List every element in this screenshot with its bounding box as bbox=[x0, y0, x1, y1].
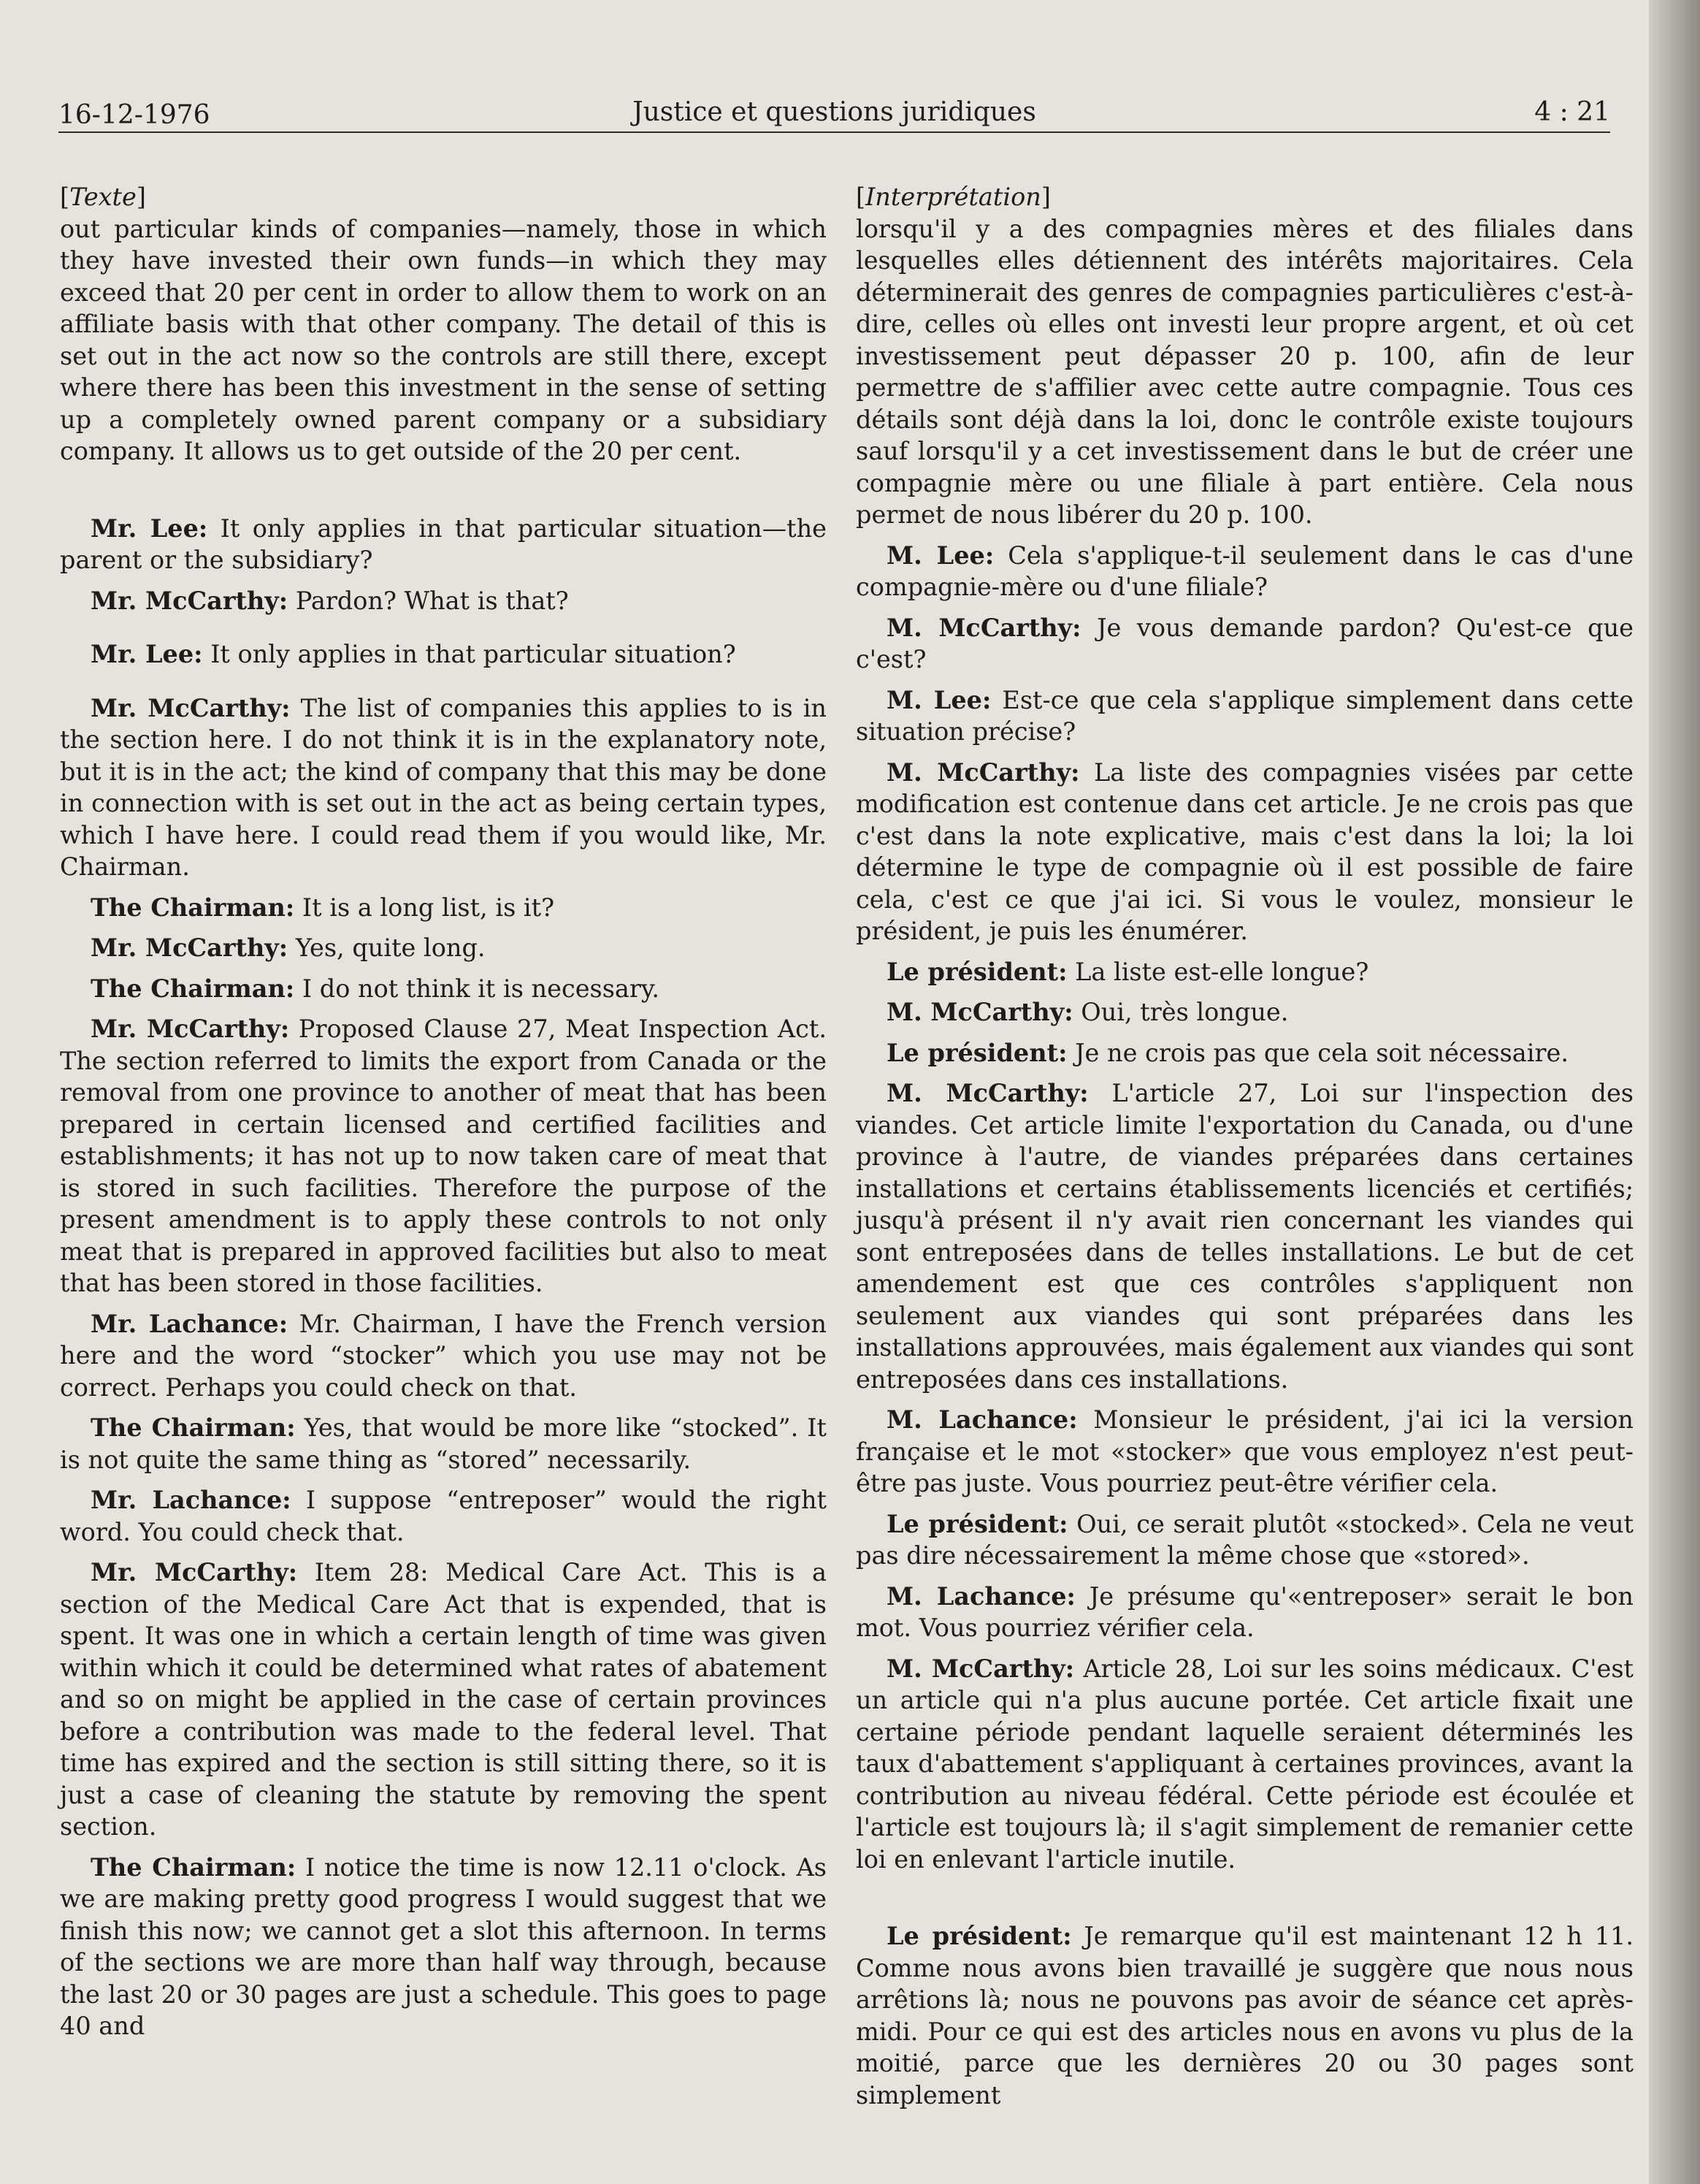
paragraph: out particular kinds of companies—namely, those in which they have invested their own funds—in which they may exceed that 20 per cent in order to allow them to work on an affiliate basis with that other company. The detail of this is set out in the act now so the controls are still there, except where there has been this investment in the sense of setting up a completely owned parent company or a subsidiary company. It allows us to get outside of the 20 per cent. bbox=[60, 214, 827, 465]
paragraph: M. McCarthy: Article 28, Loi sur les soins médicaux. C'est un article qui n'a plus aucune portée. Cet article fixait une certaine période pendant laquelle seraient déterminés les taux d'abattement s'appliquant à certaines provinces, avant la contribution au niveau fédéral. Cette période est écoulée et l'article est toujours là; il s'agit simplement de remanier cette loi en enlevant l'article inutile. bbox=[856, 1654, 1634, 1874]
paragraph: lorsqu'il y a des compagnies mères et des filiales dans lesquelles elles détiennent des intérêts majoritaires. Cela déterminerait des genres de compagnies particulières c'est-à-dire, celles où elles ont investi leur propre argent, et où cet investissement peut dépasser 20 p. 100, afin de leur permettre de s'affilier avec cette autre compagnie. Tous ces détails sont déjà dans la loi, donc le contrôle existe toujours sauf lorsqu'il y a cet investissement dans le but de créer une compagnie mère ou une filiale à part entière. Cela nous permet de nous libérer du 20 p. 100. bbox=[856, 214, 1634, 529]
speaker-name: Mr. Lachance: bbox=[91, 1309, 288, 1338]
paragraph: M. McCarthy: L'article 27, Loi sur l'inspection des viandes. Cet article limite l'exportation du Canada, ou d'une province à l'autre, de viandes préparées dans certaines installations et certains établissements licenciés et certifiés; jusqu'à présent il n'y avait rien concernant les viandes qui sont entreposées dans de telles installations. Le but de cet amendement est que ces contrôles s'appliquent non seulement aux viandes qui sont préparées dans les installations approuvées, mais également aux viandes qui sont entreposées dans ces installations. bbox=[856, 1079, 1634, 1394]
speaker-name: Mr. Lachance: bbox=[91, 1486, 291, 1514]
paragraph: The Chairman: Yes, that would be more like “stocked”. It is not quite the same thing as “stored” necessarily. bbox=[60, 1413, 827, 1474]
speaker-name: Mr. McCarthy: bbox=[91, 1558, 298, 1587]
speaker-name: Le président: bbox=[887, 957, 1068, 986]
paragraph: M. Lee: Cela s'applique-t-il seulement dans le cas d'une compagnie-mère ou d'une filiale? bbox=[856, 541, 1634, 601]
paragraph: Mr. McCarthy: Pardon? What is that? bbox=[91, 586, 569, 615]
column-label: [Interprétation] bbox=[856, 183, 1051, 211]
speaker-name: The Chairman: bbox=[91, 893, 295, 922]
paragraph: M. McCarthy: Je vous demande pardon? Qu'est-ce que c'est? bbox=[856, 613, 1634, 673]
paragraph: The Chairman: I do not think it is necessary. bbox=[91, 974, 660, 1003]
paragraph: Mr. Lachance: I suppose “entreposer” would the right word. You could check that. bbox=[60, 1486, 827, 1546]
paragraph: Mr. McCarthy: Item 28: Medical Care Act. This is a section of the Medical Care Act that is expended, that is spent. It was one in which a certain length of time was given within which it could be determined what rates of abatement and so on might be applied in the case of certain provinces before a contribution was made to the federal level. That time has expired and the section is still sitting there, so it is just a case of cleaning the statute by removing the spent section. bbox=[60, 1558, 827, 1841]
speaker-name: Mr. McCarthy: bbox=[91, 586, 288, 615]
speaker-name: M. McCarthy: bbox=[887, 1654, 1075, 1683]
speaker-name: M. Lachance: bbox=[887, 1405, 1078, 1434]
paragraph: Mr. Lee: It only applies in that particular situation—the parent or the subsidiary? bbox=[60, 513, 827, 574]
paragraph: M. McCarthy: La liste des compagnies visées par cette modification est contenue dans cet article. Je ne crois pas que c'est dans la note explicative, mais c'est dans la loi; la loi détermine le type de compagnie où il est possible de faire cela, c'est ce que j'ai ici. Si vous le voulez, monsieur le président, je puis les énumérer. bbox=[856, 757, 1634, 945]
paragraph: Mr. McCarthy: The list of companies this applies to is in the section here. I do not think it is in the explanatory note, but it is in the act; the kind of company that this may be done in connection with is set out in the act as being certain types, which I have here. I could read them if you would like, Mr. Chairman. bbox=[60, 693, 827, 881]
header-page-number: 4 : 21 bbox=[1534, 97, 1610, 127]
speaker-name: M. McCarthy: bbox=[887, 998, 1073, 1026]
speaker-name: Mr. McCarthy: bbox=[91, 933, 288, 962]
speaker-name: M. McCarthy: bbox=[887, 613, 1081, 642]
english-column bbox=[60, 181, 827, 2051]
paragraph: Mr. McCarthy: Yes, quite long. bbox=[91, 933, 486, 962]
speaker-name: M. Lee: bbox=[887, 685, 992, 714]
speaker-name: Le président: bbox=[887, 1922, 1072, 1950]
paragraph: Le président: La liste est-elle longue? bbox=[887, 957, 1369, 986]
paragraph: Le président: Je remarque qu'il est maintenant 12 h 11. Comme nous avons bien travaillé je suggère que nous nous arrêtions là; nous ne pouvons pas avoir de séance cet après-midi. Pour ce qui est des articles nous en avons vu plus de la moitié, parce que les dernières 20 ou 30 pages sont simplement bbox=[856, 1922, 1634, 2109]
paragraph: The Chairman: It is a long list, is it? bbox=[91, 893, 555, 922]
paragraph: The Chairman: I notice the time is now 12.11 o'clock. As we are making pretty good progress I would suggest that we finish this now; we cannot get a slot this afternoon. In terms of the sections we are more than half way through, because the last 20 or 30 pages are just a schedule. This goes to page 40 and bbox=[60, 1852, 827, 2040]
speaker-name: Le président: bbox=[887, 1509, 1068, 1538]
speaker-name: The Chairman: bbox=[91, 1413, 296, 1442]
column-label: [Texte] bbox=[60, 183, 146, 211]
paragraph: Mr. McCarthy: Proposed Clause 27, Meat Inspection Act. The section referred to limits the export from Canada or the removal from one province to another of meat that has been prepared in certain licensed and certified facilities and establishments; it has not up to now taken care of meat that is stored in such facilities. Therefore the purpose of the present amendment is to apply these controls to not only meat that is prepared in approved facilities but also to meat that has been stored in those facilities. bbox=[60, 1015, 827, 1297]
paragraph: M. Lachance: Je présume qu'«entreposer» serait le bon mot. Vous pourriez vérifier cela. bbox=[856, 1581, 1634, 1642]
speaker-name: Le président: bbox=[887, 1038, 1068, 1067]
paragraph: Mr. Lee: It only applies in that particular situation? bbox=[91, 640, 736, 668]
header-title: Justice et questions juridiques bbox=[632, 97, 1036, 127]
speaker-name: M. Lee: bbox=[887, 541, 995, 570]
speaker-name: M. McCarthy: bbox=[887, 1079, 1089, 1107]
speaker-name: Mr. Lee: bbox=[91, 640, 203, 668]
paragraph: Le président: Je ne crois pas que cela soit nécessaire. bbox=[887, 1038, 1569, 1067]
paragraph: M. Lachance: Monsieur le président, j'ai ici la version française et le mot «stocker» que vous employez n'est peut-être pas juste. Vous pourriez peut-être vérifier cela. bbox=[856, 1405, 1634, 1497]
speaker-name: M. McCarthy: bbox=[887, 757, 1080, 787]
speaker-name: M. Lachance: bbox=[887, 1581, 1076, 1611]
paragraph: Mr. Lachance: Mr. Chairman, I have the French version here and the word “stocker” which you use may not be correct. Perhaps you could check on that. bbox=[60, 1309, 827, 1402]
paragraph: M. Lee: Est-ce que cela s'applique simplement dans cette situation précise? bbox=[856, 685, 1634, 746]
speaker-name: Mr. Lee: bbox=[91, 513, 208, 543]
speaker-name: Mr. McCarthy: bbox=[91, 693, 291, 722]
running-header bbox=[58, 95, 1610, 133]
french-column bbox=[856, 181, 1634, 2120]
page-edge-shadow bbox=[1649, 0, 1700, 2184]
speaker-name: The Chairman: bbox=[91, 1852, 296, 1882]
paragraph: Le président: Oui, ce serait plutôt «stocked». Cela ne veut pas dire nécessairement la même chose que «stored». bbox=[856, 1509, 1634, 1570]
paragraph: M. McCarthy: Oui, très longue. bbox=[887, 998, 1289, 1026]
speaker-name: Mr. McCarthy: bbox=[91, 1015, 290, 1043]
header-date: 16-12-1976 bbox=[58, 100, 210, 130]
speaker-name: The Chairman: bbox=[91, 974, 295, 1003]
